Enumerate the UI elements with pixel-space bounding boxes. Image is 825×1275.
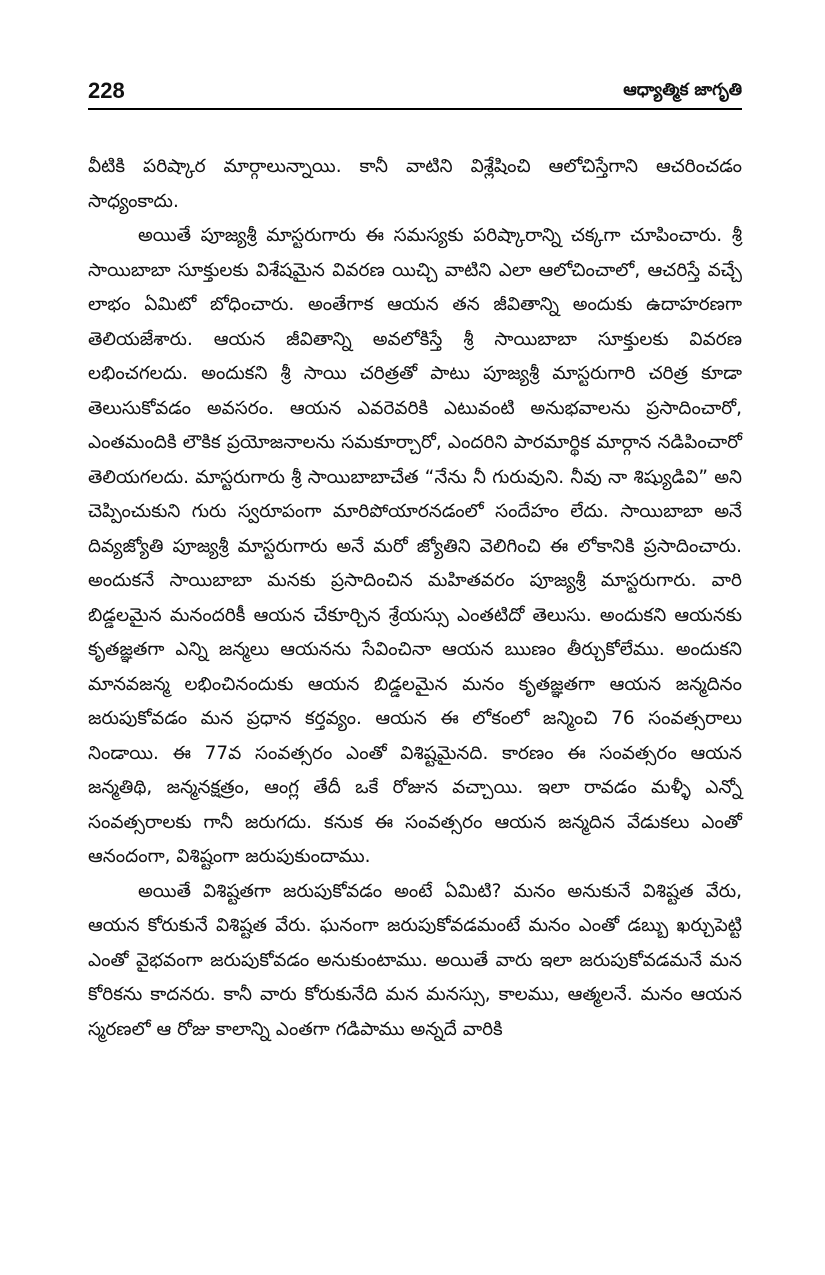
body-text [88,150,742,1047]
running-title: ఆధ్యాత్మిక జాగృతి [623,80,742,100]
page-number: 228 [88,78,125,103]
paragraph: వీటికి పరిష్కార మార్గాలున్నాయి. కానీ వాటిని విశ్లేషించి ఆలోచిస్తేగాని ఆచరించడం సాధ్యంకాదు. [88,156,742,212]
page-header [88,78,742,106]
book-page [88,78,742,1040]
paragraph: అయితే పూజ్యశ్రీ మాస్టరుగారు ఈ సమస్యకు పరిష్కారాన్ని చక్కగా చూపించారు. శ్రీ సాయిబాబా సూక్తులకు విశేషమైన వివరణ యిచ్చి వాటిని ఎలా ఆలోచించాలో, ఆచరిస్తే వచ్చే లాభం ఏమిటో బోధించారు. అంతేగాక ఆయన తన జీవితాన్ని అందుకు ఉదాహరణగా తెలియజేశారు. ఆయన జీవితాన్ని అవలోకిస్తే శ్రీ సాయిబాబా సూక్తులకు వివరణ లభించగలదు. అందుకని శ్రీ సాయి చరిత్రతో పాటు పూజ్యశ్రీ మాస్టరుగారి చరిత్ర కూడా తెలుసుకోవడం అవసరం. ఆయన ఎవరెవరికి ఎటువంటి అనుభవాలను ప్రసాదించారో, ఎంతమందికి లౌకిక ప్రయోజనాలను సమకూర్చారో, ఎందరిని పారమార్థిక మార్గాన నడిపించారో తెలియగలదు. మాస్టరుగారు శ్రీ సాయిబాబాచేత “నేను నీ గురువుని. నీవు నా శిష్యుడివి” అని చెప్పించుకుని గురు స్వరూపంగా మారిపోయారనడంలో సందేహం లేదు. సాయిబాబా అనే దివ్యజ్యోతి పూజ్యశ్రీ మాస్టరుగారు అనే మరో జ్యోతిని వెలిగించి ఈ లోకానికి ప్రసాదించారు. అందుకనే సాయిబాబా మనకు ప్రసాదించిన మహితవరం పూజ్యశ్రీ మాస్టరుగారు. వారి బిడ్డలమైన మనందరికీ ఆయన చేకూర్చిన శ్రేయస్సు ఎంతటిదో తెలుసు. అందుకని ఆయనకు కృతజ్ఞతగా ఎన్ని జన్మలు ఆయనను సేవించినా ఆయన ఋణం తీర్చుకోలేము. అందుకని మానవజన్మ లభించినందుకు ఆయన బిడ్డలమైన మనం కృతజ్ఞతగా ఆయన జన్మదినం జరుపుకోవడం మన ప్రధాన కర్తవ్యం. ఆయన ఈ లోకంలో జన్మించి 76 సంవత్సరాలు నిండాయి. ఈ 77వ సంవత్సరం ఎంతో విశిష్టమైనది. కారణం ఈ సంవత్సరం ఆయన జన్మతిథి, జన్మనక్షత్రం, ఆంగ్ల తేదీ ఒకే రోజున వచ్చాయి. ఇలా రావడం మళ్ళీ ఎన్నో సంవత్సరాలకు గానీ జరుగదు. కనుక ఈ సంవత్సరం ఆయన జన్మదిన వేడుకలు ఎంతో ఆనందంగా, విశిష్టంగా జరుపుకుందాము. [88,225,742,867]
header-rule [88,108,742,110]
paragraph: అయితే విశిష్టతగా జరుపుకోవడం అంటే ఏమిటి? మనం అనుకునే విశిష్టత వేరు, ఆయన కోరుకునే విశిష్టత వేరు. ఘనంగా జరుపుకోవడమంటే మనం ఎంతో డబ్బు ఖర్చుపెట్టి ఎంతో వైభవంగా జరుపుకోవడం అనుకుంటాము. అయితే వారు ఇలా జరుపుకోవడమనే మన కోరికను కాదనరు. కానీ వారు కోరుకునేది మన మనస్సు, కాలము, ఆత్మలనే. మనం ఆయన స్మరణలో ఆ రోజు కాలాన్ని ఎంతగా గడిపాము అన్నదే వారికి [88,880,742,1040]
